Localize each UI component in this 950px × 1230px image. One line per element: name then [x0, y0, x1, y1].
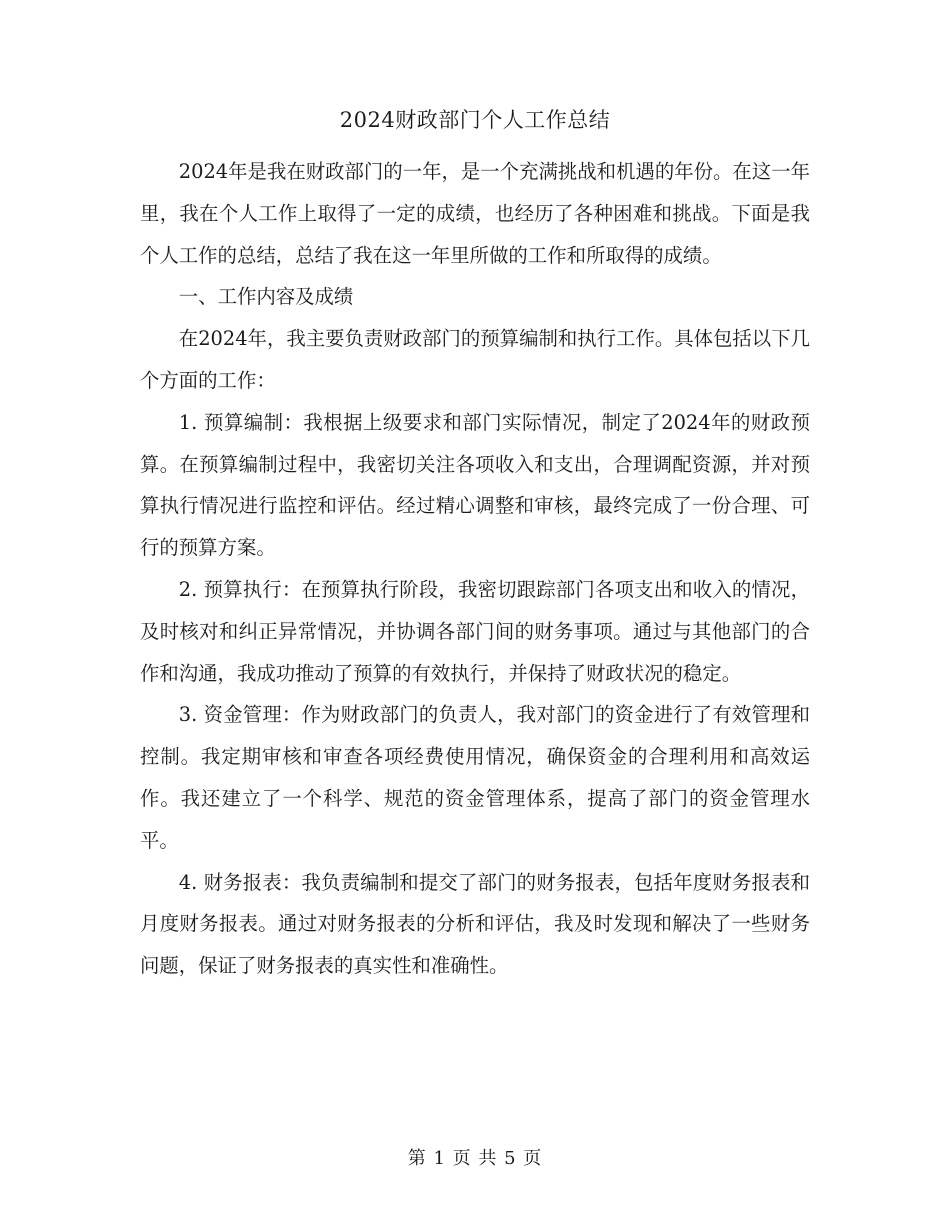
- item-budget-preparation: 1. 预算编制：我根据上级要求和部门实际情况，制定了2024年的财政预算。在预算编制过程中，我密切关注各项收入和支出，合理调配资源，并对预算执行情况进行监控和评估。经过精心调整和审核，最终完成了一份合理、可行的预算方案。: [140, 410, 810, 560]
- page-number: 第 1 页 共 5 页: [407, 1148, 543, 1169]
- document-body: [140, 151, 810, 987]
- section-intro-paragraph: 在2024年，我主要负责财政部门的预算编制和执行工作。具体包括以下几个方面的工作：: [140, 327, 810, 392]
- intro-paragraph: 2024年是我在财政部门的一年，是一个充满挑战和机遇的年份。在这一年里，我在个人工作上取得了一定的成绩，也经历了各种困难和挑战。下面是我个人工作的总结，总结了我在这一年里所做的工作和所取得的成绩。: [140, 160, 810, 267]
- item-fund-management: 3. 资金管理：作为财政部门的负责人，我对部门的资金进行了有效管理和控制。我定期审核和审查各项经费使用情况，确保资金的合理利用和高效运作。我还建立了一个科学、规范的资金管理体系，提高了部门的资金管理水平。: [140, 703, 810, 852]
- item-financial-statements: 4. 财务报表：我负责编制和提交了部门的财务报表，包括年度财务报表和月度财务报表。通过对财务报表的分析和评估，我及时发现和解决了一些财务问题，保证了财务报表的真实性和准确性。: [140, 870, 810, 978]
- section-heading: 一、工作内容及成绩: [178, 285, 354, 309]
- document-title: 2024财政部门个人工作总结: [339, 108, 611, 132]
- item-budget-execution: 2. 预算执行：在预算执行阶段，我密切跟踪部门各项支出和收入的情况，及时核对和纠正异常情况，并协调各部门间的财务事项。通过与其他部门的合作和沟通，我成功推动了预算的有效执行，并保持了财政状况的稳定。: [140, 577, 810, 685]
